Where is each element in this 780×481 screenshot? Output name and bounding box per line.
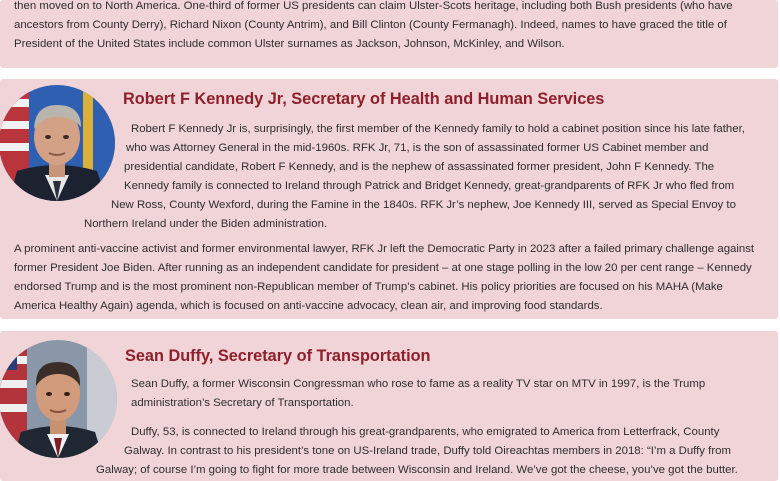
body-text-line: Kennedy family is connected to Ireland through Patrick and Bridget Kennedy, great-grandparents of RFK Jr who fled from	[124, 180, 735, 192]
body-text-line: New Ross, County Wexford, during the Famine in the 1840s. RFK Jr’s nephew, Joe Kennedy III, served as Special Envoy to	[111, 199, 736, 211]
body-text-line: who was Attorney General in the mid-1960s. RFK Jr, 71, is the son of assassinated former US Cabinet member and	[126, 142, 709, 154]
body-text-line: former President Joe Biden. After running as an independent candidate for president – at one stage polling in the low 20 per cent range – Kennedy	[14, 262, 752, 274]
body-text-line: America Healthy Again) agenda, which is focused on anti-vaccine advocacy, clean air, and improving food standards.	[14, 300, 603, 312]
body-text-line: Northern Ireland under the Biden administration.	[84, 218, 328, 230]
portrait-photo-icon	[0, 340, 117, 458]
body-text-line: administration’s Secretary of Transportation.	[131, 397, 354, 409]
profile-card-duffy	[0, 331, 778, 481]
body-text-line: A prominent anti-vaccine activist and former environmental lawyer, RFK Jr left the Democratic Party in 2023 after a failed primary challenge against	[14, 243, 755, 255]
body-text-line: presidential candidate, Robert F Kennedy, and is the nephew of assassinated former president, John F Kennedy. The	[124, 161, 715, 173]
portrait-photo-icon	[0, 85, 115, 201]
body-text-line: ancestors from County Derry), Richard Nixon (County Antrim), and Bill Clinton (County Fermanagh). Indeed, names to have graced the title of	[14, 19, 727, 31]
body-text-line: then moved on to North America. One-third of former US presidents can claim Ulster-Scots heritage, including both Bush presidents (who have	[14, 0, 733, 12]
section-title-rfk: Robert F Kennedy Jr, Secretary of Health and Human Services	[123, 90, 605, 108]
section-title-duffy: Sean Duffy, Secretary of Transportation	[125, 347, 431, 365]
body-text-line: Duffy, 53, is connected to Ireland through his great-grandparents, who emigrated to America from Letterfrack, County	[131, 426, 720, 438]
body-text-line: Robert F Kennedy Jr is, surprisingly, the first member of the Kennedy family to hold a cabinet position since his late father,	[131, 123, 745, 135]
article-section-ulster-heritage	[0, 0, 778, 68]
profile-card-rfk	[0, 79, 778, 319]
body-text-line: Galway; of course I’m going to fight for more trade between Wisconsin and Ireland. We’ve got the cheese, you’ve got the butter.	[96, 464, 738, 476]
body-text-line: Galway. In contrast to his president’s tone on US-Ireland trade, Duffy told Oireachtas members in 2018: “I’m a Duffy from	[124, 445, 731, 457]
body-text-line: President of the United States include common Ulster surnames as Jackson, Johnson, McKinley, and Wilson.	[14, 38, 565, 50]
body-text-line: Sean Duffy, a former Wisconsin Congressman who rose to fame as a reality TV star on MTV in 1997, is the Trump	[131, 378, 706, 390]
body-text-line: endorsed Trump and is the most prominent non-Republican member of Trump’s cabinet. His policy priorities are focused on his MAHA (Make	[14, 281, 723, 293]
portrait-rfk	[0, 85, 115, 201]
portrait-duffy	[0, 340, 117, 458]
